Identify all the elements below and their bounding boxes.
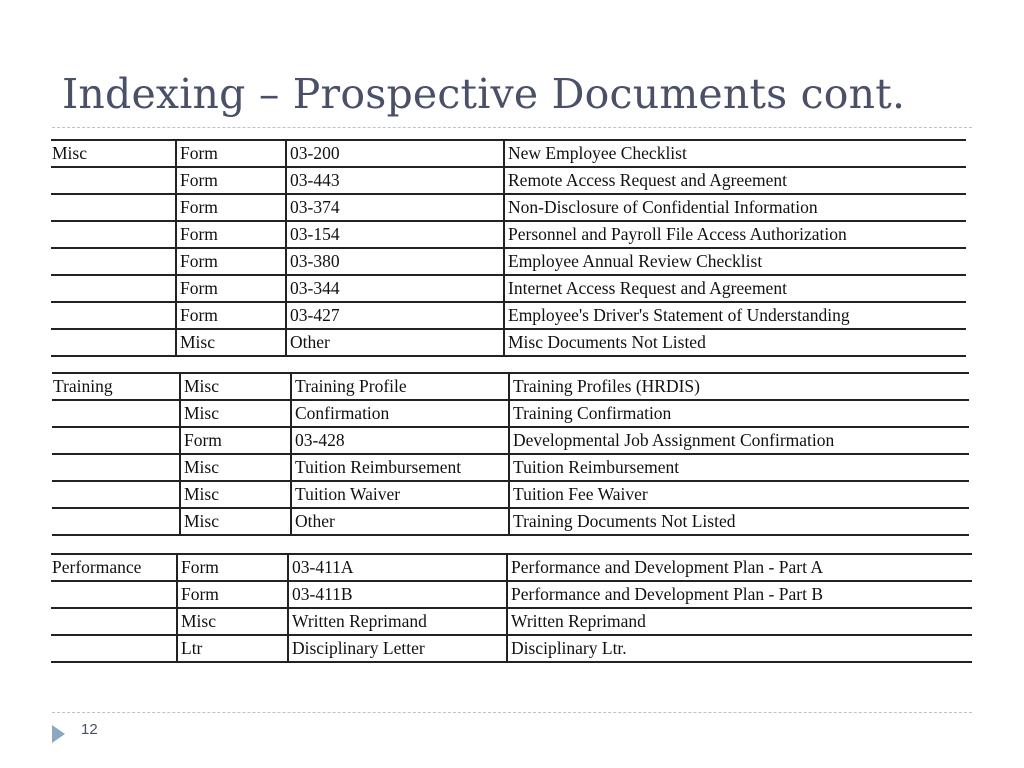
code-cell: 03-344 xyxy=(286,275,504,302)
code-cell: Confirmation xyxy=(291,400,509,427)
bottom-divider xyxy=(52,712,972,713)
table-row xyxy=(51,248,966,275)
description-cell: Training Documents Not Listed xyxy=(509,508,969,535)
description-cell: Remote Access Request and Agreement xyxy=(504,167,966,194)
category-cell xyxy=(52,454,180,481)
type-cell: Form xyxy=(177,554,288,581)
category-cell: Performance xyxy=(51,554,177,581)
table-row xyxy=(51,554,972,581)
description-cell: Non-Disclosure of Confidential Information xyxy=(504,194,966,221)
table-row xyxy=(51,194,966,221)
table-row xyxy=(52,454,969,481)
code-cell: Written Reprimand xyxy=(288,608,507,635)
category-cell xyxy=(51,302,176,329)
table-row xyxy=(51,329,966,356)
type-cell: Misc xyxy=(180,400,291,427)
description-cell: Employee's Driver's Statement of Understanding xyxy=(504,302,966,329)
table-row xyxy=(52,481,969,508)
code-cell: 03-428 xyxy=(291,427,509,454)
table-row xyxy=(51,635,972,662)
description-cell: Written Reprimand xyxy=(507,608,972,635)
type-cell: Form xyxy=(176,221,286,248)
description-cell: Disciplinary Ltr. xyxy=(507,635,972,662)
description-cell: Tuition Reimbursement xyxy=(509,454,969,481)
description-cell: Performance and Development Plan - Part A xyxy=(507,554,972,581)
type-cell: Misc xyxy=(180,481,291,508)
table-row xyxy=(52,373,969,400)
table-row xyxy=(51,608,972,635)
type-cell: Form xyxy=(180,427,291,454)
category-cell xyxy=(52,400,180,427)
table-row xyxy=(51,302,966,329)
performance-documents-table xyxy=(51,553,972,663)
training-documents-table xyxy=(52,372,969,536)
type-cell: Misc xyxy=(180,508,291,535)
category-cell xyxy=(51,194,176,221)
table-row xyxy=(52,508,969,535)
category-cell xyxy=(51,248,176,275)
description-cell: Performance and Development Plan - Part B xyxy=(507,581,972,608)
category-cell xyxy=(51,275,176,302)
code-cell: Other xyxy=(291,508,509,535)
table-row xyxy=(52,427,969,454)
code-cell: 03-200 xyxy=(286,140,504,167)
table-row xyxy=(51,581,972,608)
code-cell: Tuition Waiver xyxy=(291,481,509,508)
code-cell: 03-380 xyxy=(286,248,504,275)
top-divider xyxy=(52,127,972,128)
misc-documents-table xyxy=(51,139,966,357)
category-cell xyxy=(51,608,177,635)
table-row xyxy=(51,167,966,194)
category-cell xyxy=(51,581,177,608)
description-cell: Personnel and Payroll File Access Authorization xyxy=(504,221,966,248)
code-cell: Training Profile xyxy=(291,373,509,400)
description-cell: Employee Annual Review Checklist xyxy=(504,248,966,275)
code-cell: 03-411B xyxy=(288,581,507,608)
page-number: 12 xyxy=(81,721,98,738)
category-cell xyxy=(51,167,176,194)
code-cell: 03-443 xyxy=(286,167,504,194)
type-cell: Form xyxy=(176,140,286,167)
description-cell: Training Confirmation xyxy=(509,400,969,427)
description-cell: Internet Access Request and Agreement xyxy=(504,275,966,302)
type-cell: Misc xyxy=(180,454,291,481)
table-row xyxy=(51,221,966,248)
code-cell: 03-427 xyxy=(286,302,504,329)
code-cell: Disciplinary Letter xyxy=(288,635,507,662)
category-cell: Training xyxy=(52,373,180,400)
type-cell: Misc xyxy=(177,608,288,635)
code-cell: Tuition Reimbursement xyxy=(291,454,509,481)
description-cell: Tuition Fee Waiver xyxy=(509,481,969,508)
type-cell: Form xyxy=(176,248,286,275)
category-cell xyxy=(52,427,180,454)
description-cell: Misc Documents Not Listed xyxy=(504,329,966,356)
type-cell: Form xyxy=(176,275,286,302)
category-cell xyxy=(52,508,180,535)
table-row xyxy=(51,140,966,167)
description-cell: Training Profiles (HRDIS) xyxy=(509,373,969,400)
type-cell: Ltr xyxy=(177,635,288,662)
category-cell xyxy=(51,221,176,248)
type-cell: Form xyxy=(177,581,288,608)
code-cell: 03-374 xyxy=(286,194,504,221)
category-cell xyxy=(52,481,180,508)
description-cell: New Employee Checklist xyxy=(504,140,966,167)
table-row xyxy=(51,275,966,302)
description-cell: Developmental Job Assignment Confirmation xyxy=(509,427,969,454)
table-row xyxy=(52,400,969,427)
type-cell: Misc xyxy=(180,373,291,400)
category-cell xyxy=(51,635,177,662)
code-cell: 03-411A xyxy=(288,554,507,581)
category-cell xyxy=(51,329,176,356)
code-cell: Other xyxy=(286,329,504,356)
type-cell: Form xyxy=(176,167,286,194)
slide-title: Indexing – Prospective Documents cont. xyxy=(62,70,906,118)
type-cell: Misc xyxy=(176,329,286,356)
type-cell: Form xyxy=(176,302,286,329)
triangle-bullet-icon xyxy=(52,725,65,743)
category-cell: Misc xyxy=(51,140,176,167)
type-cell: Form xyxy=(176,194,286,221)
code-cell: 03-154 xyxy=(286,221,504,248)
